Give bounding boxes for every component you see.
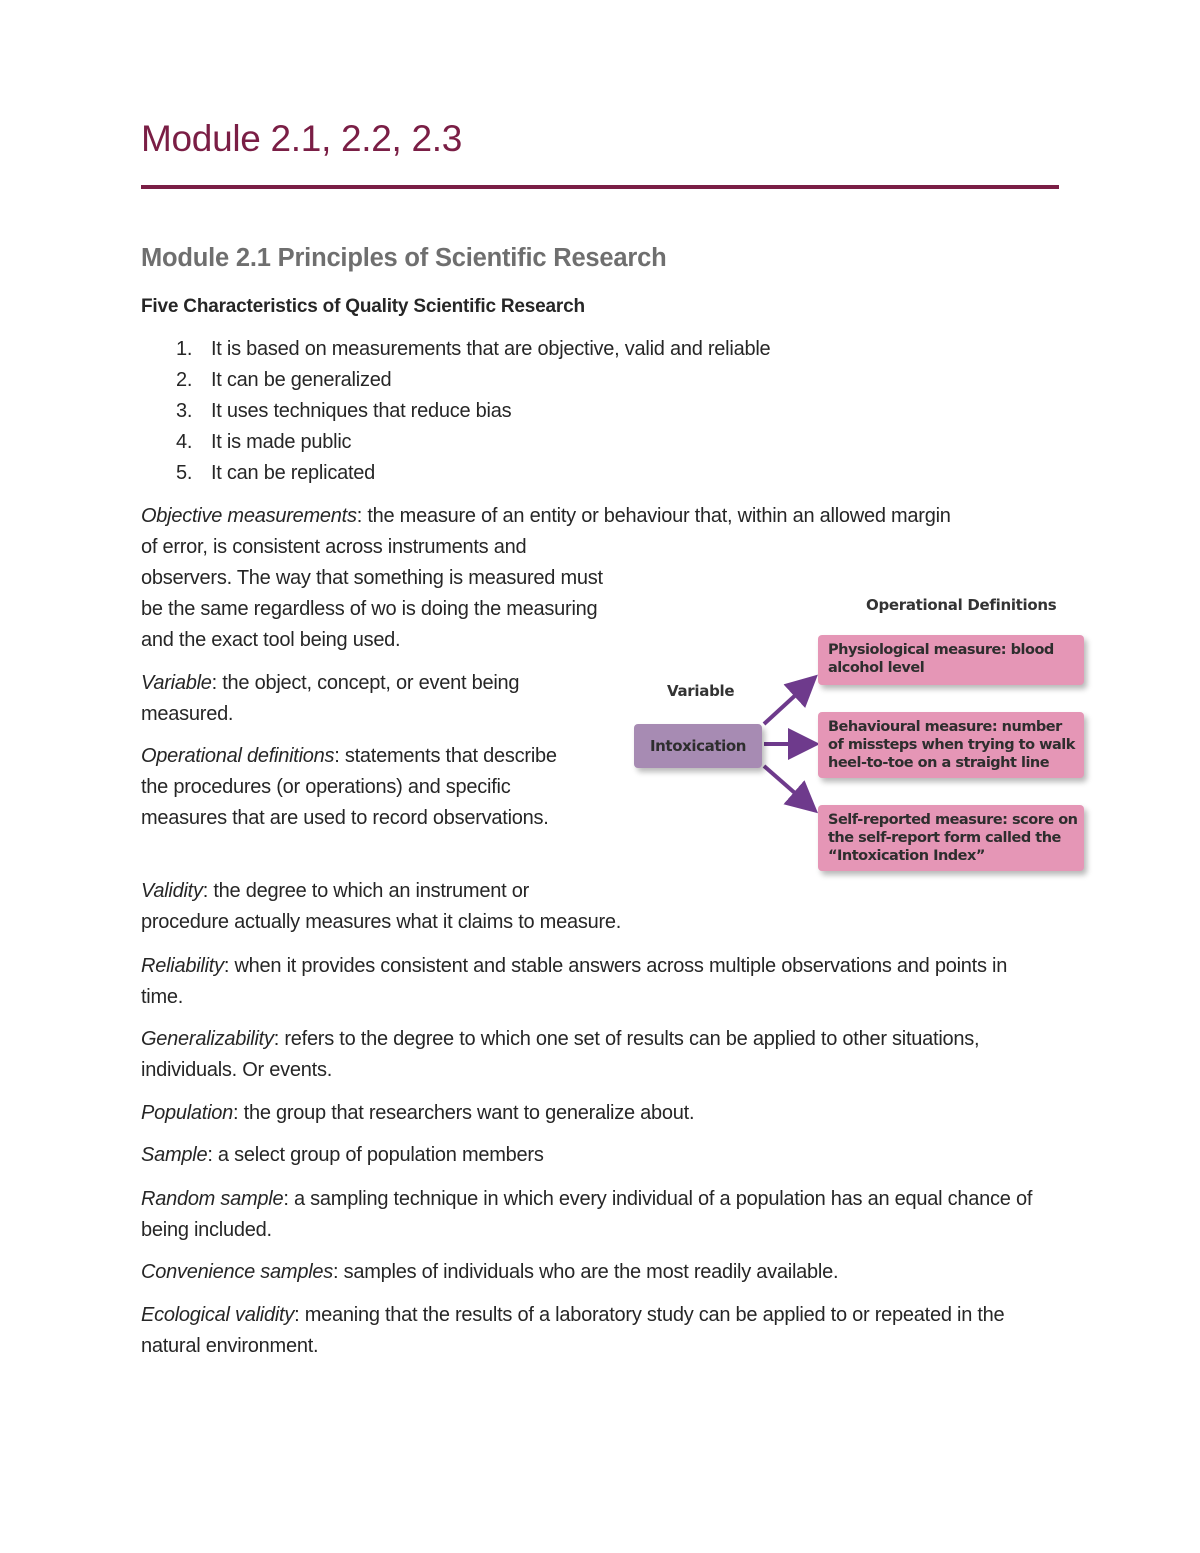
definition-sample (141, 1140, 1066, 1171)
definition-convenience-samples (141, 1257, 1066, 1288)
definition-population (141, 1098, 1066, 1129)
definition-text: : refers to the degree to which one set of results can be applied to other situations, individuals. Or events. (141, 1028, 980, 1081)
definition-text: : a sampling technique in which every individual of a population has an equal chance of being included. (141, 1188, 1033, 1241)
arrow-to-physiological (764, 680, 812, 724)
behavioural-measure-box: Behavioural measure: number of missteps when trying to walk heel-to-toe on a straight line (818, 712, 1084, 778)
list-text: It is based on measurements that are objective, valid and reliable (211, 338, 771, 360)
definition-term: Generalizability (141, 1028, 274, 1050)
definition-ecological-validity (141, 1300, 1056, 1362)
title-divider (141, 185, 1059, 189)
list-number: 5. (176, 462, 193, 484)
definition-text: : meaning that the results of a laboratory study can be applied to or repeated in the natural environment. (141, 1304, 1005, 1357)
definition-text: : statements that describe the procedures (or operations) and specific measures that are used to record observations. (141, 745, 557, 829)
definition-term: Population (141, 1102, 234, 1124)
definition-objective-continuation (141, 532, 611, 656)
definition-text: : when it provides consistent and stable answers across multiple observations and points in time. (141, 955, 1008, 1008)
section-heading: Module 2.1 Principles of Scientific Research (141, 244, 667, 272)
definition-text: of error, is consistent across instruments and observers. The way that something is measured must be the same regardless of wo is doing the measuring and the exact tool being used. (141, 536, 603, 651)
physiological-measure-box: Physiological measure: blood alcohol level (818, 635, 1084, 685)
list-item (141, 365, 1041, 396)
definition-term: Variable (141, 672, 212, 694)
list-number: 3. (176, 400, 193, 422)
definition-text: : the group that researchers want to generalize about. (233, 1102, 695, 1124)
list-text: It uses techniques that reduce bias (211, 400, 512, 422)
self-reported-measure-box: Self-reported measure: score on the self-report form called the “Intoxication Index” (818, 805, 1084, 871)
definition-validity-continuation (141, 907, 1066, 938)
list-item (141, 458, 1041, 489)
list-text: It is made public (211, 431, 352, 453)
document-title: Module 2.1, 2.2, 2.3 (141, 118, 463, 159)
definition-generalizability (141, 1024, 1001, 1086)
definition-text: procedure actually measures what it claims to measure. (141, 911, 622, 933)
list-number: 2. (176, 369, 193, 391)
definition-text: : the object, concept, or event being measured. (141, 672, 520, 725)
definition-text: : the measure of an entity or behaviour that, within an allowed margin (356, 505, 951, 527)
list-item (141, 396, 1041, 427)
definition-term: Objective measurements (141, 505, 357, 527)
definition-text: : the degree to which an instrument or (202, 880, 529, 902)
definition-objective-measurements (141, 501, 1066, 532)
list-text: It can be generalized (211, 369, 392, 391)
diagram-heading: Operational Definitions (866, 596, 1057, 614)
list-text: It can be replicated (211, 462, 375, 484)
definition-term: Operational definitions (141, 745, 335, 767)
definition-text: : samples of individuals who are the most readily available. (333, 1261, 839, 1283)
list-item (141, 427, 1041, 458)
operational-definitions-diagram (620, 586, 1100, 896)
definition-variable (141, 668, 586, 730)
definition-term: Ecological validity (141, 1304, 295, 1326)
characteristics-list (141, 334, 1041, 489)
definition-term: Reliability (141, 955, 224, 977)
arrow-to-self-reported (764, 766, 812, 808)
list-item (141, 334, 1041, 365)
list-number: 4. (176, 431, 193, 453)
definition-operational (141, 741, 571, 834)
definition-term: Random sample (141, 1188, 284, 1210)
variable-box: Intoxication (634, 724, 762, 768)
definition-text: : a select group of population members (207, 1144, 544, 1166)
variable-label: Variable (667, 682, 735, 700)
definition-random-sample (141, 1184, 1041, 1246)
list-heading: Five Characteristics of Quality Scientific Research (141, 296, 585, 317)
definition-term: Convenience samples (141, 1261, 334, 1283)
definition-reliability (141, 951, 1041, 1013)
definition-term: Sample (141, 1144, 208, 1166)
definition-term: Validity (141, 880, 203, 902)
list-number: 1. (176, 338, 193, 360)
